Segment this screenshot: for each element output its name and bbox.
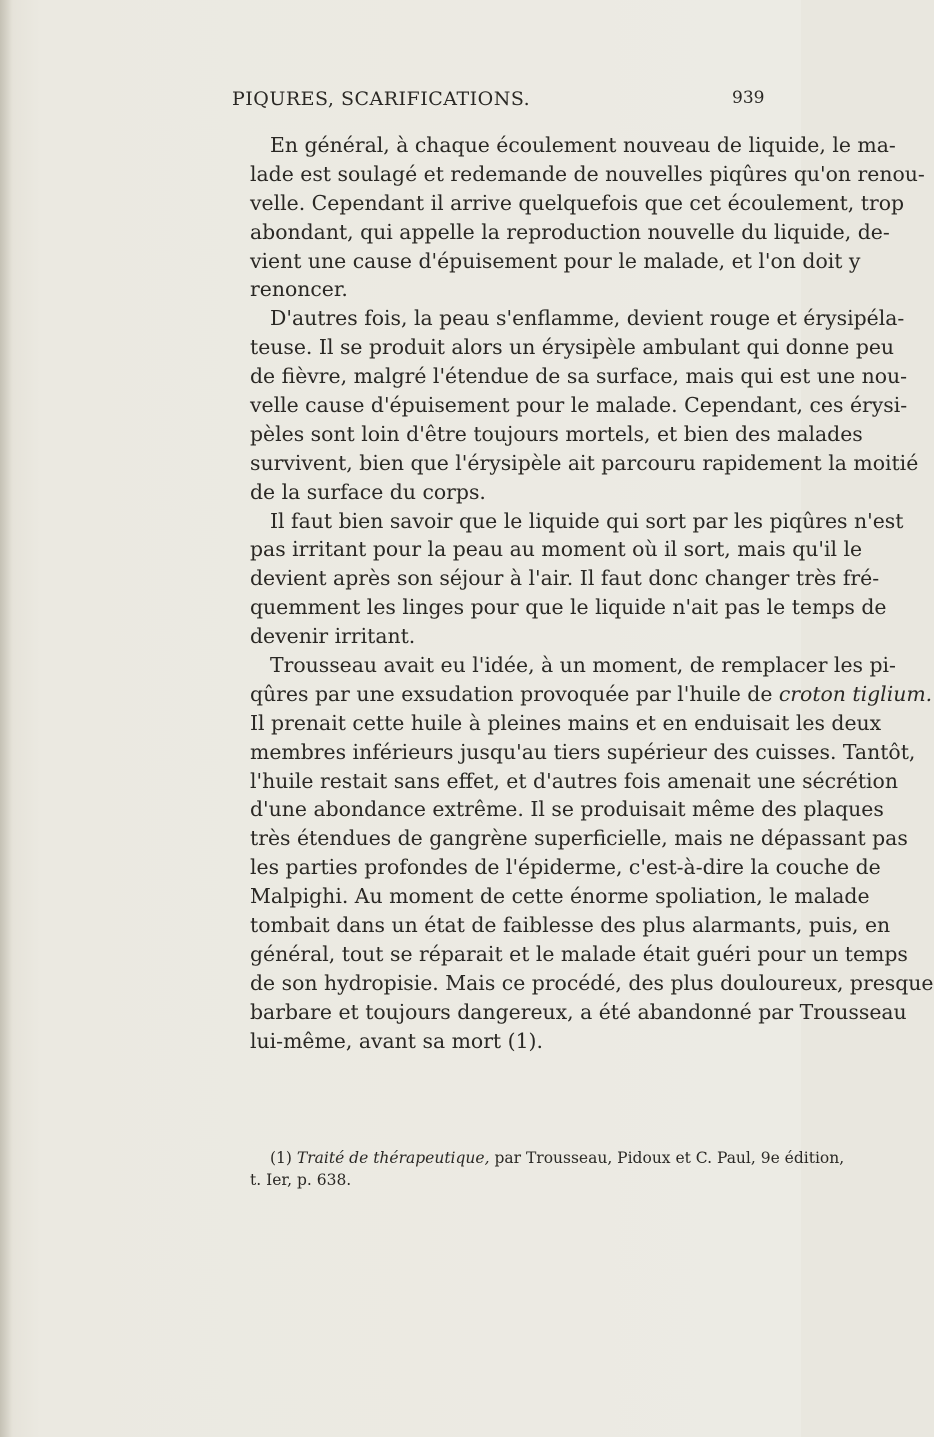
footnote-title: Traité de thérapeutique, xyxy=(296,1149,490,1167)
footnote xyxy=(250,1147,845,1191)
text-line: renoncer. xyxy=(250,277,348,302)
body-text xyxy=(250,131,934,1056)
text-line: Il prenait cette huile à pleines mains et en enduisait les deux xyxy=(250,710,882,735)
page-number: 939 xyxy=(732,88,765,108)
text-line: barbare et toujours dangereux, a été abandonné par Trousseau xyxy=(250,999,907,1024)
text-line: teuse. Il se produit alors un érysipèle ambulant qui donne peu xyxy=(250,335,895,360)
text-line: velle cause d'épuisement pour le malade. Cependant, ces érysi- xyxy=(250,393,908,418)
text-line: Malpighi. Au moment de cette énorme spoliation, le malade xyxy=(250,884,870,909)
text-line: Trousseau avait eu l'idée, à un moment, de remplacer les pi- xyxy=(270,653,896,678)
text-line: vient une cause d'épuisement pour le malade, et l'on doit y xyxy=(250,248,861,273)
text-line: devient après son séjour à l'air. Il faut donc changer très fré- xyxy=(250,566,880,591)
footnote-text: par Trousseau, Pidoux et C. Paul, 9e édition, xyxy=(494,1149,845,1167)
text-line: abondant, qui appelle la reproduction nouvelle du liquide, de- xyxy=(250,219,890,244)
text-line: quemment les linges pour que le liquide n'ait pas le temps de xyxy=(250,595,887,620)
footnote-marker: (1) xyxy=(270,1149,292,1167)
running-head: PIQURES, SCARIFICATIONS. xyxy=(232,88,531,110)
text-segment: qûres par une exsudation provoquée par l'huile de xyxy=(250,681,773,706)
text-line: d'une abondance extrême. Il se produisait même des plaques xyxy=(250,797,884,822)
text-line: velle. Cependant il arrive quelquefois que cet écoulement, trop xyxy=(250,190,905,215)
text-line: de fièvre, malgré l'étendue de sa surface, mais qui est une nou- xyxy=(250,364,908,389)
text-line: de la surface du corps. xyxy=(250,479,486,504)
text-line: survivent, bien que l'érysipèle ait parcouru rapidement la moitié xyxy=(250,450,919,475)
italic-term: croton tiglium. xyxy=(778,681,933,706)
text-line xyxy=(250,680,933,709)
text-line: membres inférieurs jusqu'au tiers supérieur des cuisses. Tantôt, xyxy=(250,739,916,764)
text-line: général, tout se réparait et le malade était guéri pour un temps xyxy=(250,941,908,966)
text-line: lui-même, avant sa mort (1). xyxy=(250,1028,543,1053)
text-line: pas irritant pour la peau au moment où il sort, mais qu'il le xyxy=(250,537,863,562)
footnote-line xyxy=(250,1147,845,1169)
text-line: devenir irritant. xyxy=(250,624,416,649)
text-line: les parties profondes de l'épiderme, c'est-à-dire la couche de xyxy=(250,855,881,880)
footnote-line: t. Ier, p. 638. xyxy=(250,1171,352,1189)
text-line: très étendues de gangrène superficielle, mais ne dépassant pas xyxy=(250,826,908,851)
text-line: D'autres fois, la peau s'enflamme, devient rouge et érysipéla- xyxy=(270,306,905,331)
page-header xyxy=(0,88,801,122)
text-line: pèles sont loin d'être toujours mortels, et bien des malades xyxy=(250,421,863,446)
text-line: Il faut bien savoir que le liquide qui sort par les piqûres n'est xyxy=(270,508,904,533)
text-line: En général, à chaque écoulement nouveau de liquide, le ma- xyxy=(270,133,896,157)
text-line: tombait dans un état de faiblesse des plus alarmants, puis, en xyxy=(250,913,891,938)
text-line: lade est soulagé et redemande de nouvelles piqûres qu'on renou- xyxy=(250,161,925,186)
text-line: l'huile restait sans effet, et d'autres fois amenait une sécrétion xyxy=(250,768,898,793)
text-line: de son hydropisie. Mais ce procédé, des plus douloureux, presque xyxy=(250,970,934,995)
